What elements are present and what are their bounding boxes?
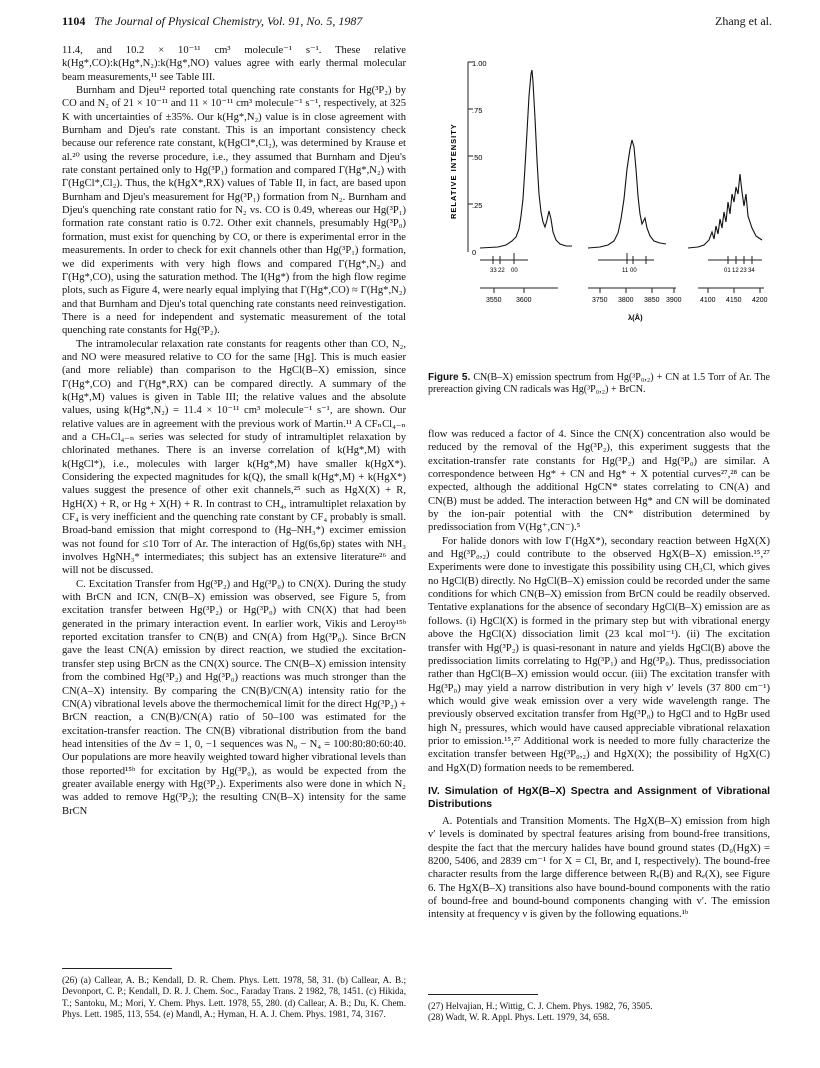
paragraph: For halide donors with low Γ(HgX*), secondary reaction between HgX(X) and Hg(³P₀,₂) could contribute to the observed HgX(B–X) emission.¹⁵,²⁷ Experiments were done to investigate this possibility using CH₃Cl, which gives no HgCl(B) directly. No HgCl(B–X) emission could be recorded under the same conditions for which CN(B–X) emission from BrCN could be readily observed. Tentative explanations for the absence of secondary HgCl(B–X) emission are as follows. (i) HgCl(X) is formed in the primary step but with vibrational energy above the HgCl(X) dissociation limit (23 kcal mol⁻¹). (ii) The excitation transfer with Hg(³P₂) is quasi-resonant in nature and yields HgCl(B) above the predissociation limits correlating to Hg(³P₁) and Hg(³P₀). Thus, predissociation rather than HgCl(B–X) emission would occur. (iii) The excitation transfer with Hg(³P₀) may yield a narrow distribution in very high v′ levels (37 800 cm⁻¹) which would give weak emission over a very wide wavelength range. The previously observed excitation transfer from Hg(³P₀) to HgCl and to HgBr used high N₂ pressures, which would have caused appreciable vibrational relaxation prior to emission.¹⁵,²⁷ Additional work is needed to more fully characterize the excitation transfer between Hg(³P₀,₂) and HgX(X); the possibility of HgX(C) and HgX(D) formation needs to be remembered. (428, 535, 770, 774)
x-tick-label: 3750 (592, 297, 608, 304)
y-tick-label: .50 (472, 153, 483, 162)
x-tick-label: 4100 (700, 297, 716, 304)
right-column (428, 428, 770, 922)
x-tick-label: 3900 (666, 297, 682, 304)
x-axis-label: λ(Å) (628, 313, 643, 322)
y-tick-label: .75 (472, 106, 483, 115)
paragraph: flow was reduced a factor of 4. Since the CN(X) concentration also would be reduced by the removal of the Hg(³P₂), this experiment suggests that the excitation-transfer rate constants for Hg(³P₂) and Hg(³P₀) are similar. A correspondence between Hg* + CN and Hg* + X potential curves²⁷,²⁸ can be expected, although the additional HgCN* states correlating to CN(A) and CN(B) must be added. The interaction between Hg* and CN will be dominated by the ion-pair potential with the CN* distribution determined by predissociation from V(Hg⁺,CN⁻).⁵ (428, 429, 770, 534)
footnote-27: (27) Helvajian, H.; Wittig, C. J. Chem. Phys. 1982, 76, 3505. (428, 1001, 653, 1011)
band-head-label: 34 (748, 268, 755, 274)
band-head-label: 33 (490, 268, 497, 274)
author-running-head: Zhang et al. (715, 14, 772, 28)
header-left (62, 14, 362, 29)
band-head-label: 01 (724, 268, 731, 274)
page-header (62, 14, 772, 32)
y-tick-label: 1.00 (472, 59, 487, 68)
footnote-28: (28) Wadt, W. R. Appl. Phys. Lett. 1979, 34, 658. (428, 1012, 610, 1023)
footnote-26: (26) (a) Callear, A. B.; Kendall, D. R. Chem. Phys. Lett. 1978, 58, 31. (b) Callear, A. B.; Devonport, C. P.; Kendall, D. R. J. Chem. Soc., Faraday Trans. 2 1982, 78, 1451. (c) Hikida, T.; Santoku, M.; Mori, Y. Chem. Phys. Lett. 1978, 55, 280. (d) Callear, A. B.; Du, K. Chem. Phys. Lett. 1985, 113, 554. (e) Mandl, A.; Hyman, H. A. J. Chem. Phys. 1981, 74, 3167. (62, 975, 406, 1019)
caption-text: CN(B–X) emission spectrum from Hg(³P₀,₂) + CN at 1.5 Torr of Ar. The prereaction giving CN radicals was Hg(³P₀,₂) + BrCN. (428, 372, 770, 396)
x-tick-label: 3550 (486, 297, 502, 304)
paragraph: The intramolecular relaxation rate constants for reagents other than CO, N₂, and NO were measured relative to CO for the same [Hg]. This is much easier (and more reliable) than comparison to the HgCl(B–X) emission, since Γ(Hg*,CO) and Γ(Hg*,RX) can be compared directly. A summary of the k(Hg*,M) values is given in Table III; the relative values and the absolute values, using k(Hg*,N₂) = 11.4 × 10⁻¹¹ cm³ molecule⁻¹ s⁻¹, are shown. Our relative values are in agreement with the previous work of Martin.¹¹ A CFₙCl₄₋ₙ and a CHₙCl₄₋ₙ series was selected for study of intramultiplet relaxation by chlorinated methanes. There is an inverse correlation of k(Hg*,M) with k(HgCl*), i.e., molecules with larger k(Hg*,M) have smaller k(HgX*). Considering the expected magnitudes for k(Q), the small k(Hg*,M) + k(HgX*) values suggest the presence of other exit channels,²⁵ such as HgX(X) + R, HgH(X) + R, or Hg + X(H) + R. In contrast to CH₄, intramultiplet relaxation by CF₄ is very inefficient and the quenching rate constant by CF₄ probably is small. Broad-band emission that might correspond to (Hg–NH₃*) excimer emission was not found for ≤10 Torr of Ar. The interaction of Hg(6s,6p) states with NH₃ involves HgNH₃* intermediates; this subject has an extensive literature²⁶ and will not be discussed. (62, 338, 406, 577)
x-tick-label: 3800 (618, 297, 634, 304)
footnotes-right (428, 1001, 770, 1024)
band-head-label: 23 (740, 268, 747, 274)
figure-5 (428, 44, 770, 340)
y-axis-label: RELATIVE INTENSITY (449, 123, 458, 219)
paragraph: 11.4, and 10.2 × 10⁻¹¹ cm³ molecule⁻¹ s⁻¹. These relative k(Hg*,CO):k(Hg*,N₂):k(Hg*,NO) values agree with early thermal molecular beam measurements,¹¹ see Table III. (62, 45, 406, 83)
band-head-label: 11 (622, 268, 629, 274)
band-head-label: 00 (630, 268, 637, 274)
journal-name: The Journal of Physical Chemistry, Vol. 91, No. 5, 1987 (94, 14, 363, 28)
spectrum-band-1 (480, 70, 572, 248)
band-head-label: 12 (732, 268, 739, 274)
paragraph: Burnham and Djeu¹² reported total quenching rate constants for Hg(³P₂) by CO and N₂ of 21 × 10⁻¹¹ and 11 × 10⁻¹¹ cm³ molecule⁻¹ s⁻¹, respectively, at 325 K with uncertainties of ±35%. Our k(Hg*,N₂) value is in close agreement with Burnham and Djeu's rate constant. This is an important consistency check because our reference rate constant, k(HgCl*,Cl₂), was determined by Krause et al.²⁰ using the reverse procedure, i.e., they assumed that Burnham and Djeu's rate constant pertained only to Hg(³P₁) formation and compared Γ(Hg*,N₂) with Γ(HgCl*,Cl₂). Thus, the k(HgX*,RX) values of Table II, in fact, are based upon Burnham and Djeu's measurement for Hg(³P₁) formation from N₂. Burnham and Djeu's quenching rate constant ratio for N₂ vs. CO is 0.49, whereas our Hg(³P₁) formation rate constant ratio is 0.72. Other exit channels, presumably Hg(³P₀) formation, must exist for quenching by CO, or there is experimental error in the measurements. In order to check for exit channels other than Hg(³P₁) formation, we did experiments with very high flows and compared Γ(Hg*,N₂) and Γ(Hg*,CO), using the saturation method. The I(Hg*) from the high flow regime plots, such as Figure 4, were nearly equal implying that Γ(Hg*,CO) ≈ Γ(Hg*,N₂) and that Burnham and Djeu's total quenching rate constants need reinvestigation. There is a need for independent and systematic measurement of the total quenching rate constants for Hg(³P₂). (62, 85, 406, 337)
spectrum-band-3 (688, 174, 762, 248)
footnote-rule (428, 994, 538, 995)
spectrum-band-2 (588, 140, 666, 248)
caption-label: Figure 5. (428, 372, 471, 383)
section-heading: IV. Simulation of HgX(B–X) Spectra and Assignment of Vibrational Distributions (428, 785, 770, 810)
band-head-label: 22 (498, 268, 505, 274)
y-tick-label: 0 (472, 248, 477, 257)
x-tick-label: 4150 (726, 297, 742, 304)
band-head-label: 00 (511, 268, 518, 274)
page-number: 1104 (62, 14, 86, 28)
x-tick-label: 4200 (752, 297, 768, 304)
footnote-rule (62, 968, 172, 969)
paragraph: A. Potentials and Transition Moments. The HgX(B–X) emission from high v′ levels is dominated by spectral features arising from bound-free transitions, despite the fact that the mercury halides have bound ground states (D₀(HgX) = 8200, 5406, and 2839 cm⁻¹ for X = Cl, Br, and I, respectively). The bound-free character results from the large difference between Rₑ(B) and Rₑ(X), see Figure 6. The HgX(B–X) transitions also have bound-bound components with the ratio of bound-free and bound-bound components changing with v′. The emission intensity at frequency ν is given by the following equations.¹ᵇ (428, 815, 770, 921)
x-tick-label: 3850 (644, 297, 660, 304)
figure-caption (428, 372, 770, 397)
emission-spectrum-plot (428, 44, 770, 340)
x-tick-label: 3600 (516, 297, 532, 304)
paragraph: C. Excitation Transfer from Hg(³P₂) and Hg(³P₀) to CN(X). During the study with BrCN and ICN, CN(B–X) emission was observed, see Figure 5, from excitation transfer between Hg(³P₂) or Hg(³P₀) with CN(X) that had been generated in the primary interaction event. In earlier work, Vikis and Leroy¹⁵ᵇ reported excitation transfer to CN(B) and CN(A) from Hg(³P₀). Since BrCN gave the least CN(A) emission by direct reaction, we studied the excitation-transfer step using BrCN as the CN(X) source. The CN(B–X) emission intensity from the combined Hg(³P₂) and Hg(³P₀) reactions was much stronger than the CN(A–X) intensity. By comparing the CN(B)/CN(A) intensity ratio for the CN(A) vibrational levels above the thermochemical limit for the direct Hg(³P₂) + BrCN reaction, a CN(B)/CN(A) ratio of 50–100 was estimated for the excitation-transfer reaction. The CN(B) vibrational distribution from the band head intensities of the Δv = 1, 0, −1 sequences was N₀ − N₄ = 100:80:80:60:40. Our populations are more heavily weighted toward higher vibrational levels than those reported¹⁵ᵇ for excitation by Hg(³P₀), as would be expected from the greater available energy with Hg(³P₂). Experiments also were done in which N₂ was added to remove Hg(³P₂); the resulting CN(B–X) intensity for the same BrCN (62, 578, 406, 817)
y-tick-label: .25 (472, 201, 483, 210)
left-column (62, 44, 406, 818)
